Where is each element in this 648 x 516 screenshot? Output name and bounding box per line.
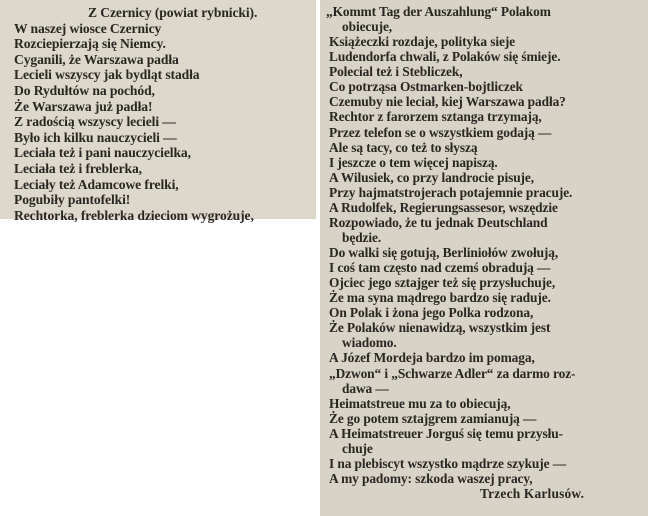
- poem-line: chuje: [342, 440, 373, 456]
- poem-line: I na plebiscyt wszystko mądrze szykuje —: [329, 455, 567, 471]
- poem-line: A my padomy: szkoda waszej pracy,: [329, 470, 533, 486]
- poem-line: Rozpowiado, że tu jednak Deutschland: [329, 214, 548, 230]
- poem-line: Ojciec jego sztajger też się przysłuchuje,: [329, 275, 556, 291]
- poem-line: Do walki się gotują, Berliniołów zwołują,: [329, 245, 559, 260]
- poem-line: Ale są tacy, co też to słyszą: [329, 139, 478, 155]
- poem-line: Polecial też i Stebliczek,: [329, 64, 463, 80]
- poem-line: Ludendorfa chwali, z Polaków się śmieje.: [329, 49, 561, 65]
- poem-line: I coś tam często nad czemś obradują —: [329, 260, 551, 275]
- poem-line: Rechtor z farorzem sztanga trzymają,: [329, 109, 542, 125]
- poem-line: Z radością wszyscy lecieli —: [14, 114, 176, 130]
- poem-line: Że Polaków nienawidzą, wszystkim jest: [329, 320, 551, 336]
- poem-line: Lecieli wszyscy jak bydląt stadła: [14, 67, 200, 83]
- poem-line: Rechtorka, freblerka dzieciom wygrożuje,: [14, 207, 254, 223]
- poem-line: On Polak i żona jego Polka rodzona,: [329, 305, 534, 321]
- poem-line: A Wilusiek, co przy landrocie pisuje,: [329, 169, 534, 185]
- left-column-clipping: [0, 0, 316, 223]
- poem-line: A Rudolfek, Regierungsassesor, wszędzie: [329, 199, 558, 215]
- poem-line: I jeszcze o tem więcej napiszą.: [329, 154, 498, 170]
- poem-line: Przez telefon se o wszystkiem godają —: [329, 124, 552, 140]
- poem-line: obiecuje,: [342, 19, 393, 35]
- poem-line: dawa —: [342, 380, 389, 396]
- poem-line: Leciała też i pani nauczycielka,: [14, 145, 191, 161]
- poem-line: Przy hajmatstrojerach potajemnie pracuje.: [329, 184, 573, 200]
- poem-line: „Dzwon“ i „Schwarze Adler“ za darmo roz-: [329, 365, 576, 381]
- poem-line: Leciała też i freblerka,: [14, 161, 142, 176]
- poem-line: Leciały też Adamcowe frelki,: [14, 176, 179, 192]
- poem-line: będzie.: [342, 229, 382, 245]
- poem-line: Co potrząsa Ostmarken-bojtliczek: [329, 79, 523, 95]
- poem-line: Że ma syna mądrego bardzo się raduje.: [329, 290, 551, 306]
- poem-line: wiadomo.: [342, 335, 397, 351]
- poem-line: Do Rydułtów na pochód,: [14, 83, 155, 98]
- poem-line: Heimatstreue mu za to obiecują,: [329, 395, 511, 411]
- right-column-clipping: [320, 0, 648, 516]
- poem-line: Cyganili, że Warszawa padła: [14, 51, 179, 67]
- poem-line: W naszej wiosce Czernicy: [14, 20, 162, 36]
- signature: Trzech Karlusów.: [480, 485, 585, 501]
- poem-line: Książeczki rozdaje, polityka sieje: [329, 34, 516, 50]
- poem-line: Rozciepierzają się Niemcy.: [14, 36, 166, 52]
- poem-line: Pogubiły pantofelki!: [14, 192, 131, 208]
- poem-line: Czemuby nie leciał, kiej Warszawa padła?: [329, 94, 566, 110]
- poem-line: „Kommt Tag der Auszahlung“ Polakom: [326, 4, 551, 19]
- poem-line: Było ich kilku nauczycieli —: [14, 129, 177, 145]
- poem-line: A Heimatstreuer Jorguś się temu przysłu-: [329, 425, 563, 441]
- poem-line: Że Warszawa już padła!: [14, 98, 153, 114]
- poem-line: A Józef Mordeja bardzo im pomaga,: [329, 350, 535, 366]
- poem-line: Że go potem sztajgrem zamianują —: [329, 410, 537, 426]
- poem-title: Z Czernicy (powiat rybnicki).: [88, 5, 258, 20]
